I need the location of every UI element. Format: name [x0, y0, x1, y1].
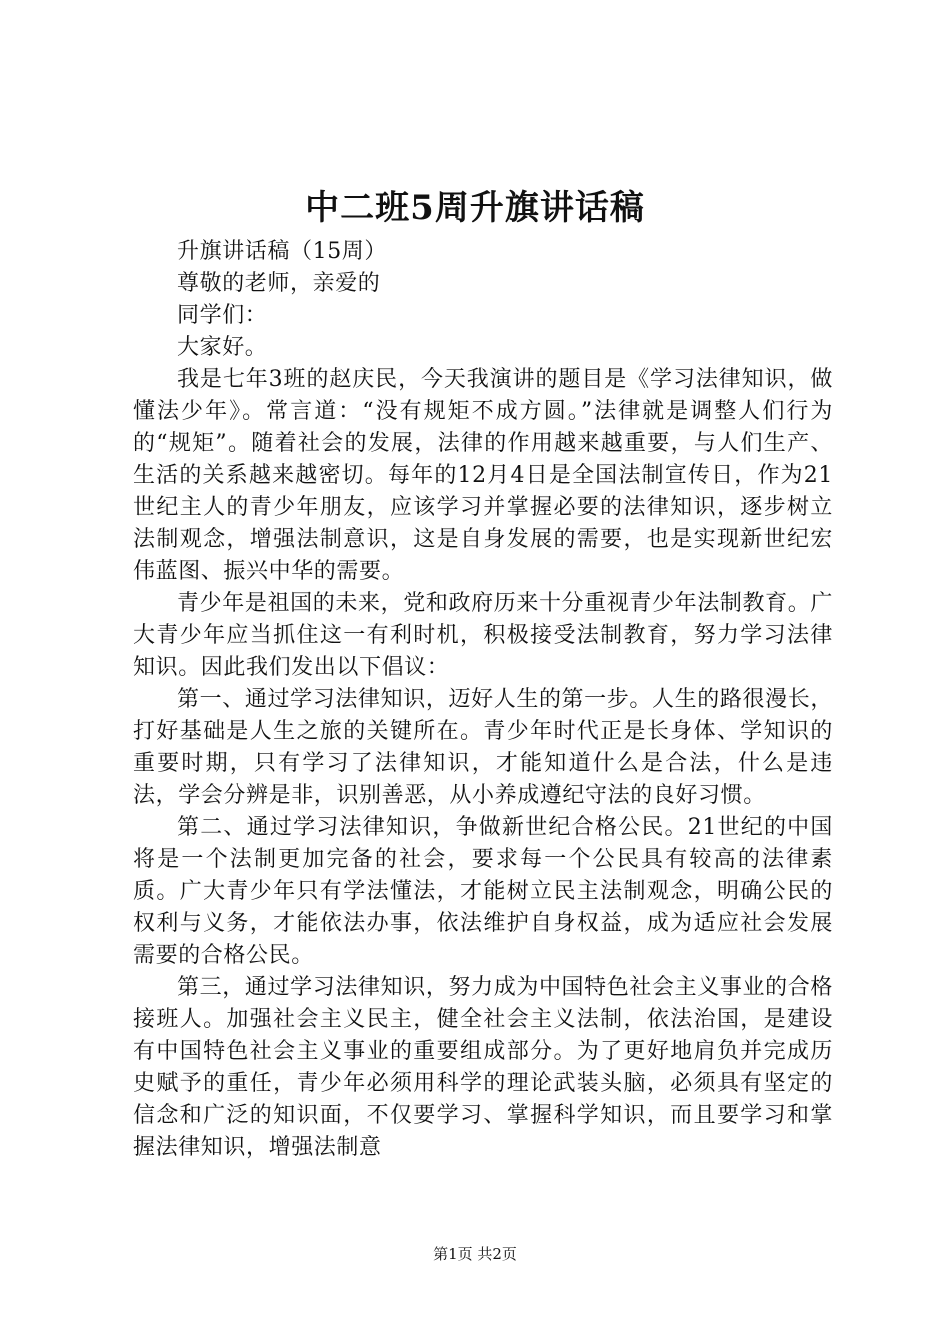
paragraph-subtitle: 升旗讲话稿（15周）: [177, 239, 387, 264]
paragraph-intro: 我是七年3班的赵庆民，今天我演讲的题目是《学习法律知识，做懂法少年》。常言道：“没有规矩不成方圆。”法律就是调整人们行为的“规矩”。随着社会的发展，法律的作用越来越重要，与人们生产、生活的关系越来越密切。每年的12月4日是全国法制宣传日，作为21世纪主人的青少年朋友，应该学习并掌握必要的法律知识，逐步树立法制观念，增强法制意识，这是自身发展的需要，也是实现新世纪宏伟蓝图、振兴中华的需要。: [133, 367, 833, 584]
paragraph-proposal: 青少年是祖国的未来，党和政府历来十分重视青少年法制教育。广大青少年应当抓住这一有利时机，积极接受法制教育，努力学习法律知识。因此我们发出以下倡议：: [133, 591, 833, 680]
paragraph-second-point: 第二、通过学习法律知识，争做新世纪合格公民。21世纪的中国将是一个法制更加完备的社会，要求每一个公民具有较高的法律素质。广大青少年只有学法懂法，才能树立民主法制观念，明确公民的权利与义务，才能依法办事，依法维护自身权益，成为适应社会发展需要的合格公民。: [133, 815, 833, 968]
paragraph-salutation-1: 尊敬的老师，亲爱的: [177, 271, 381, 296]
paragraph-first-point: 第一、通过学习法律知识，迈好人生的第一步。人生的路很漫长，打好基础是人生之旅的关键所在。青少年时代正是长身体、学知识的重要时期，只有学习了法律知识，才能知道什么是合法，什么是违法，学会分辨是非，识别善恶，从小养成遵纪守法的良好习惯。: [133, 687, 833, 808]
page-footer: 第1页 共2页: [433, 1245, 517, 1263]
document-body: [133, 236, 833, 1164]
document-title: 中二班5周升旗讲话稿: [305, 188, 645, 228]
paragraph-salutation-2: 同学们：: [177, 303, 268, 328]
paragraph-greeting: 大家好。: [177, 335, 268, 360]
paragraph-third-point: 第三，通过学习法律知识，努力成为中国特色社会主义事业的合格接班人。加强社会主义民主，健全社会主义法制，依法治国，是建设有中国特色社会主义事业的重要组成部分。为了更好地肩负并完成历史赋予的重任，青少年必须用科学的理论武装头脑，必须具有坚定的信念和广泛的知识面，不仅要学习、掌握科学知识，而且要学习和掌握法律知识，增强法制意: [133, 975, 833, 1160]
